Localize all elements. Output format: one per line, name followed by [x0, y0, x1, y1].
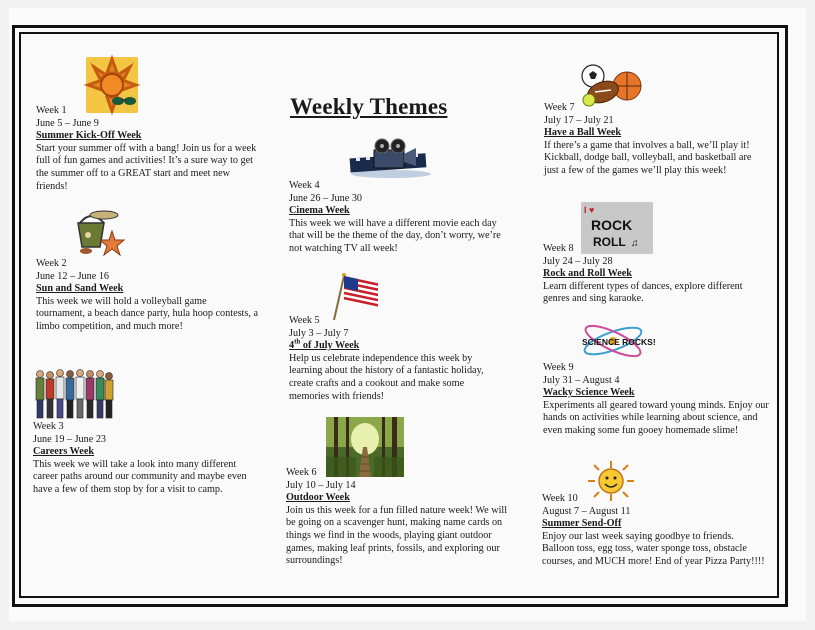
week-9-block [543, 362, 769, 438]
week-6-block [286, 467, 508, 568]
week-5-block [289, 315, 504, 403]
week-3-block [33, 421, 263, 497]
week-dates: August 7 – August 11 [542, 505, 631, 517]
week-8-block [543, 243, 767, 306]
theme-name-ordinal: th [294, 337, 301, 346]
roll-text: ROLL [593, 235, 626, 249]
week-theme-name: Have a Ball Week [544, 127, 622, 139]
week-label: Week 2 [36, 258, 67, 269]
week-10-block [542, 493, 768, 569]
week-label: Week 4 [289, 180, 320, 191]
week-dates: July 24 – July 28 [543, 255, 613, 267]
week-description: Join us this week for a fun filled nature week! We will be going on a scavenger hunt, making name cards on things we find in the woods, playing giant outdoor games, making leaf prints, fossils, and exploring our surroundings! [286, 504, 508, 567]
week-dates: July 31 – August 4 [543, 374, 620, 386]
week-dates: July 3 – July 7 [289, 327, 349, 339]
week-description: This week we will have a different movie each day that will be the theme of the day, don’t worry, we’re not watching TV all week! [289, 217, 501, 254]
week-description: Learn different types of dances, explore different genres and sing karaoke. [543, 280, 743, 305]
science-rocks-text: SCIENCE ROCKS! [582, 337, 656, 347]
week-theme-name: Summer Kick-Off Week [36, 130, 142, 142]
svg-text:♫: ♫ [631, 238, 639, 249]
week-theme-name [289, 337, 504, 353]
week-description: This week we will take a look into many different career paths around our community and maybe even have a few of them stop by for a visit to camp. [33, 458, 247, 495]
rock-heart-text: I ♥ [584, 205, 595, 215]
week-label: Week 9 [543, 362, 574, 373]
week-theme-name: Summer Send-Off [542, 518, 622, 530]
week-theme-name: Sun and Sand Week [36, 283, 124, 295]
sand-bucket-starfish-icon [70, 205, 128, 260]
theme-name-rest: of July Week [300, 340, 360, 352]
week-1-block [36, 105, 260, 193]
week-2-block [36, 258, 258, 334]
week-label: Week 6 [286, 467, 317, 478]
week-description: If there’s a game that involves a ball, we’ll play it! Kickball, dodge ball, volleyball, and basketball are just a few of the games we’ll play this week! [544, 139, 752, 176]
week-theme-name: Wacky Science Week [543, 387, 635, 399]
week-dates: June 5 – June 9 [36, 117, 99, 129]
week-label: Week 8 [543, 243, 574, 254]
week-dates: June 19 – June 23 [33, 433, 107, 445]
week-description: Enjoy our last week saying goodbye to friends. Balloon toss, egg toss, water sponge toss, obstacle courses, and MUCH more! End of year Pizza Party!!!! [542, 530, 765, 567]
page-title: Weekly Themes [290, 94, 448, 119]
week-label: Week 10 [542, 493, 578, 504]
week-label: Week 3 [33, 421, 64, 432]
rock-text: ROCK [591, 217, 633, 233]
week-theme-name: Outdoor Week [286, 492, 350, 504]
week-dates: July 17 – July 21 [544, 114, 614, 126]
week-dates: June 12 – June 16 [36, 270, 110, 282]
week-label: Week 5 [289, 315, 320, 326]
week-description: Experiments all geared toward young minds. Enjoy our hands on activities while learning about science, and even making some fun gooey homemade slime! [543, 399, 769, 436]
week-theme-name: Rock and Roll Week [543, 268, 632, 280]
week-label: Week 7 [544, 102, 575, 113]
week-4-block [289, 180, 504, 256]
science-rocks-icon [580, 318, 656, 364]
week-label: Week 1 [36, 105, 67, 116]
week-dates: July 10 – July 14 [286, 479, 356, 491]
week-description: This week we will hold a volleyball game tournament, a beach dance party, hula hoop contests, a limbo competition, and much more! [36, 295, 258, 332]
film-camera-icon [346, 138, 436, 180]
week-theme-name: Cinema Week [289, 205, 350, 217]
week-7-block [544, 102, 766, 178]
theme-name-number: 4 [289, 340, 295, 352]
week-theme-name: Careers Week [33, 446, 95, 458]
week-description: Start your summer off with a bang! Join us for a week full of fun games and activities! It’s a sure way to get the summer off to a GREAT start and meet new friends! [36, 142, 257, 192]
week-description: Help us celebrate independence this week by learning about the history of a fantastic holiday, create crafts and a cookout and make some memories with friends! [289, 352, 484, 402]
career-people-icon [34, 368, 114, 420]
week-dates: June 26 – June 30 [289, 192, 363, 204]
